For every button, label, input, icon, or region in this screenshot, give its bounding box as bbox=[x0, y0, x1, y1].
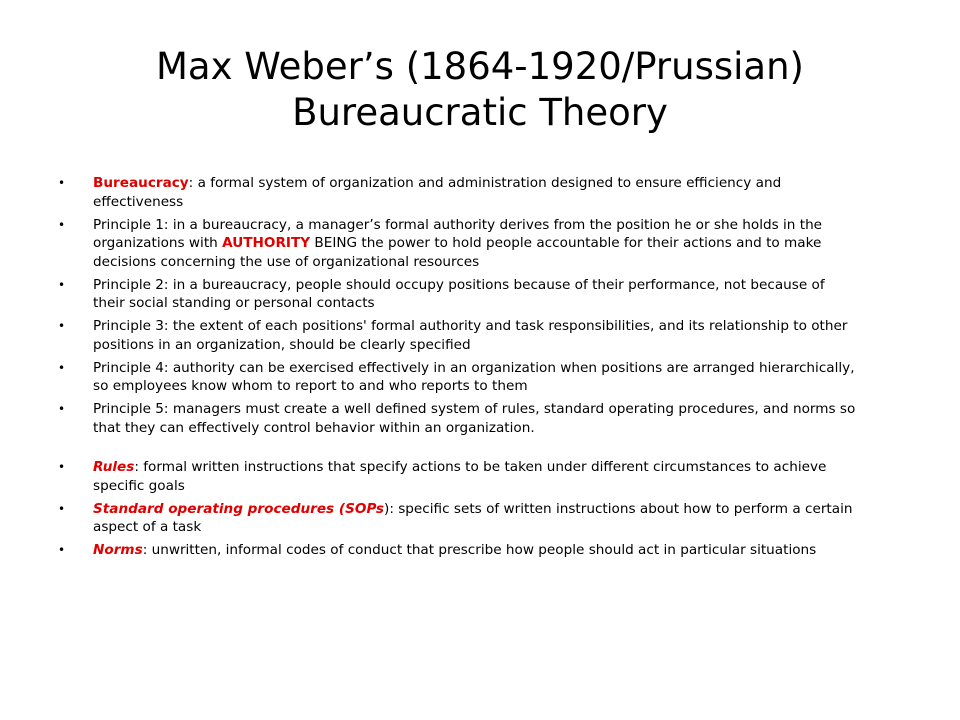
keyword-authority: AUTHORITY bbox=[222, 235, 311, 251]
term-norms: Norms bbox=[93, 542, 143, 558]
definition-rules: : formal written instructions that specify actions to be taken under different circumstances to achieve specific goals bbox=[93, 459, 827, 494]
definition-sops: ): specific sets of written instructions about how to perform a certain aspect of a task bbox=[93, 500, 853, 535]
principle-1-text-end: BEING the power to hold people accountable for their actions and to make decisions concerning the use of organizational resources bbox=[93, 235, 822, 270]
principle-5-text: Principle 5: managers must create a well defined system of rules, standard operating procedures, and norms so that they can effectively control behavior within an organization. bbox=[93, 401, 856, 436]
bullet-principle-2 bbox=[56, 276, 856, 313]
definition-bureaucracy: : a formal system of organization and administration designed to ensure efficiency and effectiveness bbox=[93, 175, 782, 210]
bullet-icon: • bbox=[58, 460, 66, 474]
principle-4-text: Principle 4: authority can be exercised effectively in an organization when positions are arranged hierarchically, so employees know whom to report to and who reports to them bbox=[93, 359, 855, 394]
slide-title bbox=[100, 44, 860, 136]
bullet-principle-1 bbox=[56, 216, 856, 272]
bullet-norms bbox=[56, 541, 856, 560]
bullet-bureaucracy bbox=[56, 174, 856, 211]
bullet-sops bbox=[56, 500, 856, 537]
term-sops: Standard operating procedures (SOPs bbox=[93, 500, 385, 517]
bullet-icon: • bbox=[58, 277, 66, 292]
bullet-icon: • bbox=[58, 176, 66, 190]
definition-norms: : unwritten, informal codes of conduct that prescribe how people should act in particular situations bbox=[142, 542, 817, 558]
term-rules: Rules bbox=[93, 459, 135, 475]
principle-2-text: Principle 2: in a bureaucracy, people should occupy positions because of their performance, not because of their social standing or personal contacts bbox=[93, 276, 825, 311]
bullet-icon: • bbox=[58, 360, 66, 375]
bullet-principle-5 bbox=[56, 400, 856, 437]
bullet-icon: • bbox=[58, 402, 66, 416]
principle-1-text-start: Principle 1: in a bureaucracy, a manager’s formal authority derives from the position he or she holds in the organizations with bbox=[93, 216, 823, 251]
bullet-rules bbox=[56, 458, 856, 495]
bullet-icon: • bbox=[58, 319, 66, 333]
slide-title-line-1: Max Weber’s (1864-1920/Prussian) bbox=[156, 45, 804, 88]
bullet-list bbox=[56, 174, 856, 564]
bullet-icon: • bbox=[58, 501, 66, 516]
term-bureaucracy: Bureaucracy bbox=[93, 175, 189, 191]
bullet-principle-4 bbox=[56, 359, 856, 396]
bullet-icon: • bbox=[58, 217, 66, 232]
bullet-icon: • bbox=[58, 543, 66, 557]
slide-title-line-2: Bureaucratic Theory bbox=[292, 91, 668, 134]
principle-3-text: Principle 3: the extent of each positions' formal authority and task responsibilities, and its relationship to other positions in an organization, should be clearly specified bbox=[93, 318, 848, 353]
bullet-principle-3 bbox=[56, 317, 856, 354]
